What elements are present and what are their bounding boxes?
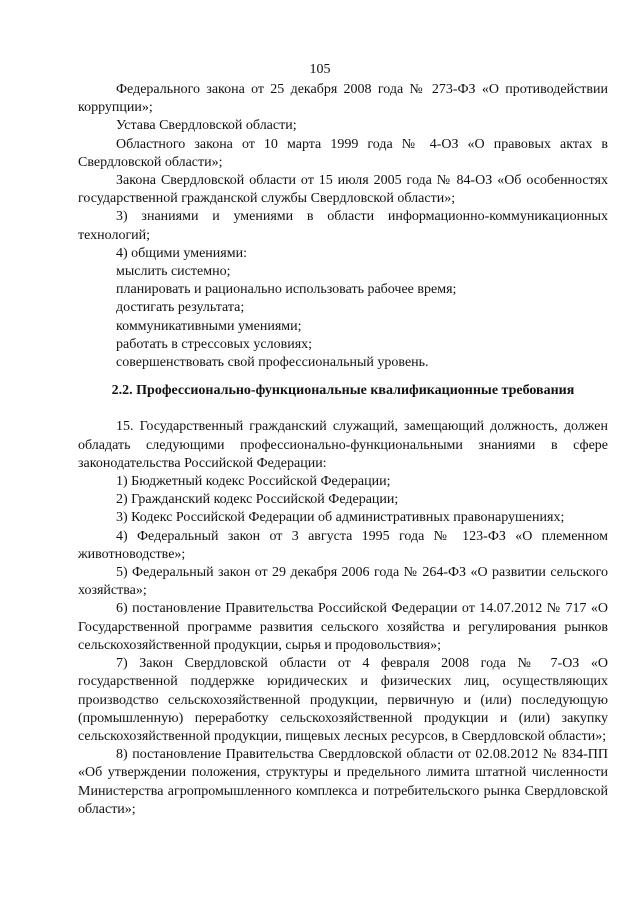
requirement-item: 4) Федеральный закон от 3 августа 1995 года № 123-ФЗ «О племенном животноводстве»; xyxy=(78,528,608,562)
skill-item: планировать и рационально использовать рабочее время; xyxy=(116,282,457,298)
requirement-item: 8) постановление Правительства Свердловской области от 02.08.2012 № 834-ПП «Об утверждении положения, структуры и предельного лимита штатной численности Министерства агропромышленного комплекса и потребительского рынка Свердловской области»; xyxy=(78,747,608,817)
page-number: 105 xyxy=(309,62,331,77)
paragraph-general-skills: 4) общими умениями: xyxy=(116,245,247,261)
document-text xyxy=(78,81,608,819)
requirement-item-15: 15. Государственный гражданский служащий, замещающий должность, должен обладать следующими профессионально-функциональными знаниями в сфере законодательства Российской Федерации: xyxy=(78,419,608,471)
paragraph-charter: Устава Свердловской области; xyxy=(116,118,297,134)
requirement-item: 1) Бюджетный кодекс Российской Федерации; xyxy=(116,474,391,490)
paragraph-regional-law-84: Закона Свердловской области от 15 июля 2005 года № 84-ОЗ «Об особенностях государственной гражданской службы Свердловской области»; xyxy=(78,173,608,207)
requirement-item: 6) постановление Правительства Российской Федерации от 14.07.2012 № 717 «О Государственной программе развития сельского хозяйства и регулирования рынков сельскохозяйственной продукции, сырья и продовольствия»; xyxy=(78,601,608,653)
requirement-item: 2) Гражданский кодекс Российской Федерации; xyxy=(116,492,399,508)
skill-item: совершенствовать свой профессиональный уровень. xyxy=(116,355,429,371)
skill-item: мыслить системно; xyxy=(116,264,231,280)
requirement-item: 5) Федеральный закон от 29 декабря 2006 года № 264-ФЗ «О развитии сельского хозяйства»; xyxy=(78,565,608,599)
skill-item: достигать результата; xyxy=(116,300,245,316)
skill-item: коммуникативными умениями; xyxy=(116,318,302,334)
section-heading: 2.2. Профессионально-функциональные квалификационные требования xyxy=(111,383,575,399)
paragraph-regional-law-4: Областного закона от 10 марта 1999 года № 4-ОЗ «О правовых актах в Свердловской области»; xyxy=(78,136,608,170)
paragraph-ict-skills: 3) знаниями и умениями в области информационно-коммуникационных технологий; xyxy=(78,209,608,243)
requirement-item: 7) Закон Свердловской области от 4 февраля 2008 года № 7-ОЗ «О государственной поддержке юридических и физических лиц, осуществляющих производство сельскохозяйственной продукции, первичную и (или) последующую (промышленную) переработку сельскохозяйственной продукции и (или) закупку сельскохозяйственной продукции, пищевых лесных ресурсов, в Свердловской области»; xyxy=(78,656,608,744)
skill-item: работать в стрессовых условиях; xyxy=(116,336,313,352)
requirement-item: 3) Кодекс Российской Федерации об административных правонарушениях; xyxy=(116,510,565,526)
paragraph-federal-law-273: Федерального закона от 25 декабря 2008 года № 273-ФЗ «О противодействии коррупции»; xyxy=(78,82,608,116)
